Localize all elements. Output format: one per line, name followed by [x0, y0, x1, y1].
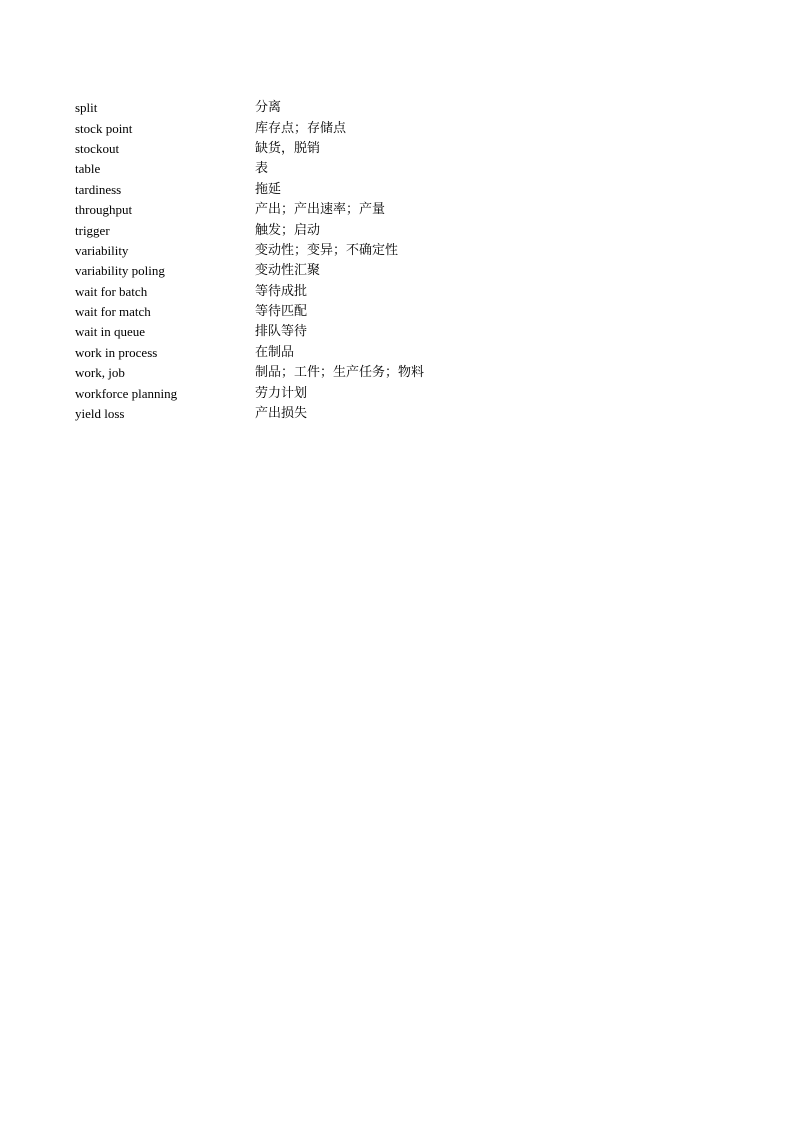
glossary-translation: 变动性汇聚: [255, 263, 321, 279]
glossary-row: [75, 302, 424, 322]
glossary-translation: 分离: [255, 100, 282, 116]
glossary-term: work, job: [75, 365, 125, 381]
glossary-term: variability: [75, 242, 129, 258]
glossary-translation: 排队等待: [255, 324, 308, 340]
glossary-term: variability poling: [75, 263, 165, 279]
glossary-row: [75, 139, 424, 159]
glossary-row: [75, 404, 424, 424]
glossary-term: split: [75, 100, 98, 116]
glossary-row: [75, 118, 424, 138]
glossary-term: work in process: [75, 344, 158, 360]
glossary-translation: 产出损失: [255, 406, 308, 422]
glossary-term: wait in queue: [75, 324, 146, 340]
glossary-term: stock point: [75, 120, 133, 136]
glossary-translation: 库存点；存储点: [255, 120, 347, 136]
glossary-list: [75, 98, 424, 424]
glossary-translation: 表: [255, 161, 269, 177]
glossary-term: table: [75, 161, 101, 177]
glossary-term: workforce planning: [75, 385, 178, 401]
glossary-translation: 触发；启动: [255, 222, 321, 238]
glossary-term: wait for batch: [75, 283, 148, 299]
glossary-row: [75, 363, 424, 383]
glossary-translation: 等待成批: [255, 283, 308, 299]
glossary-term: trigger: [75, 222, 110, 238]
glossary-row: [75, 261, 424, 281]
glossary-row: [75, 383, 424, 403]
glossary-row: [75, 200, 424, 220]
glossary-translation: 制品；工件；生产任务；物料: [255, 365, 425, 381]
glossary-row: [75, 343, 424, 363]
glossary-translation: 缺货，脱销: [255, 140, 321, 156]
glossary-translation: 变动性；变异；不确定性: [255, 242, 399, 258]
glossary-row: [75, 282, 424, 302]
glossary-term: tardiness: [75, 181, 122, 197]
glossary-row: [75, 322, 424, 342]
glossary-row: [75, 220, 424, 240]
glossary-row: [75, 98, 424, 118]
glossary-term: throughput: [75, 202, 133, 218]
glossary-row: [75, 180, 424, 200]
glossary-term: stockout: [75, 140, 120, 156]
glossary-row: [75, 241, 424, 261]
glossary-row: [75, 159, 424, 179]
glossary-translation: 劳力计划: [255, 385, 308, 401]
glossary-term: yield loss: [75, 406, 125, 422]
glossary-translation: 在制品: [255, 344, 295, 360]
glossary-translation: 等待匹配: [255, 304, 308, 320]
glossary-term: wait for match: [75, 304, 151, 320]
glossary-translation: 拖延: [255, 181, 282, 197]
glossary-translation: 产出；产出速率；产量: [255, 202, 386, 218]
